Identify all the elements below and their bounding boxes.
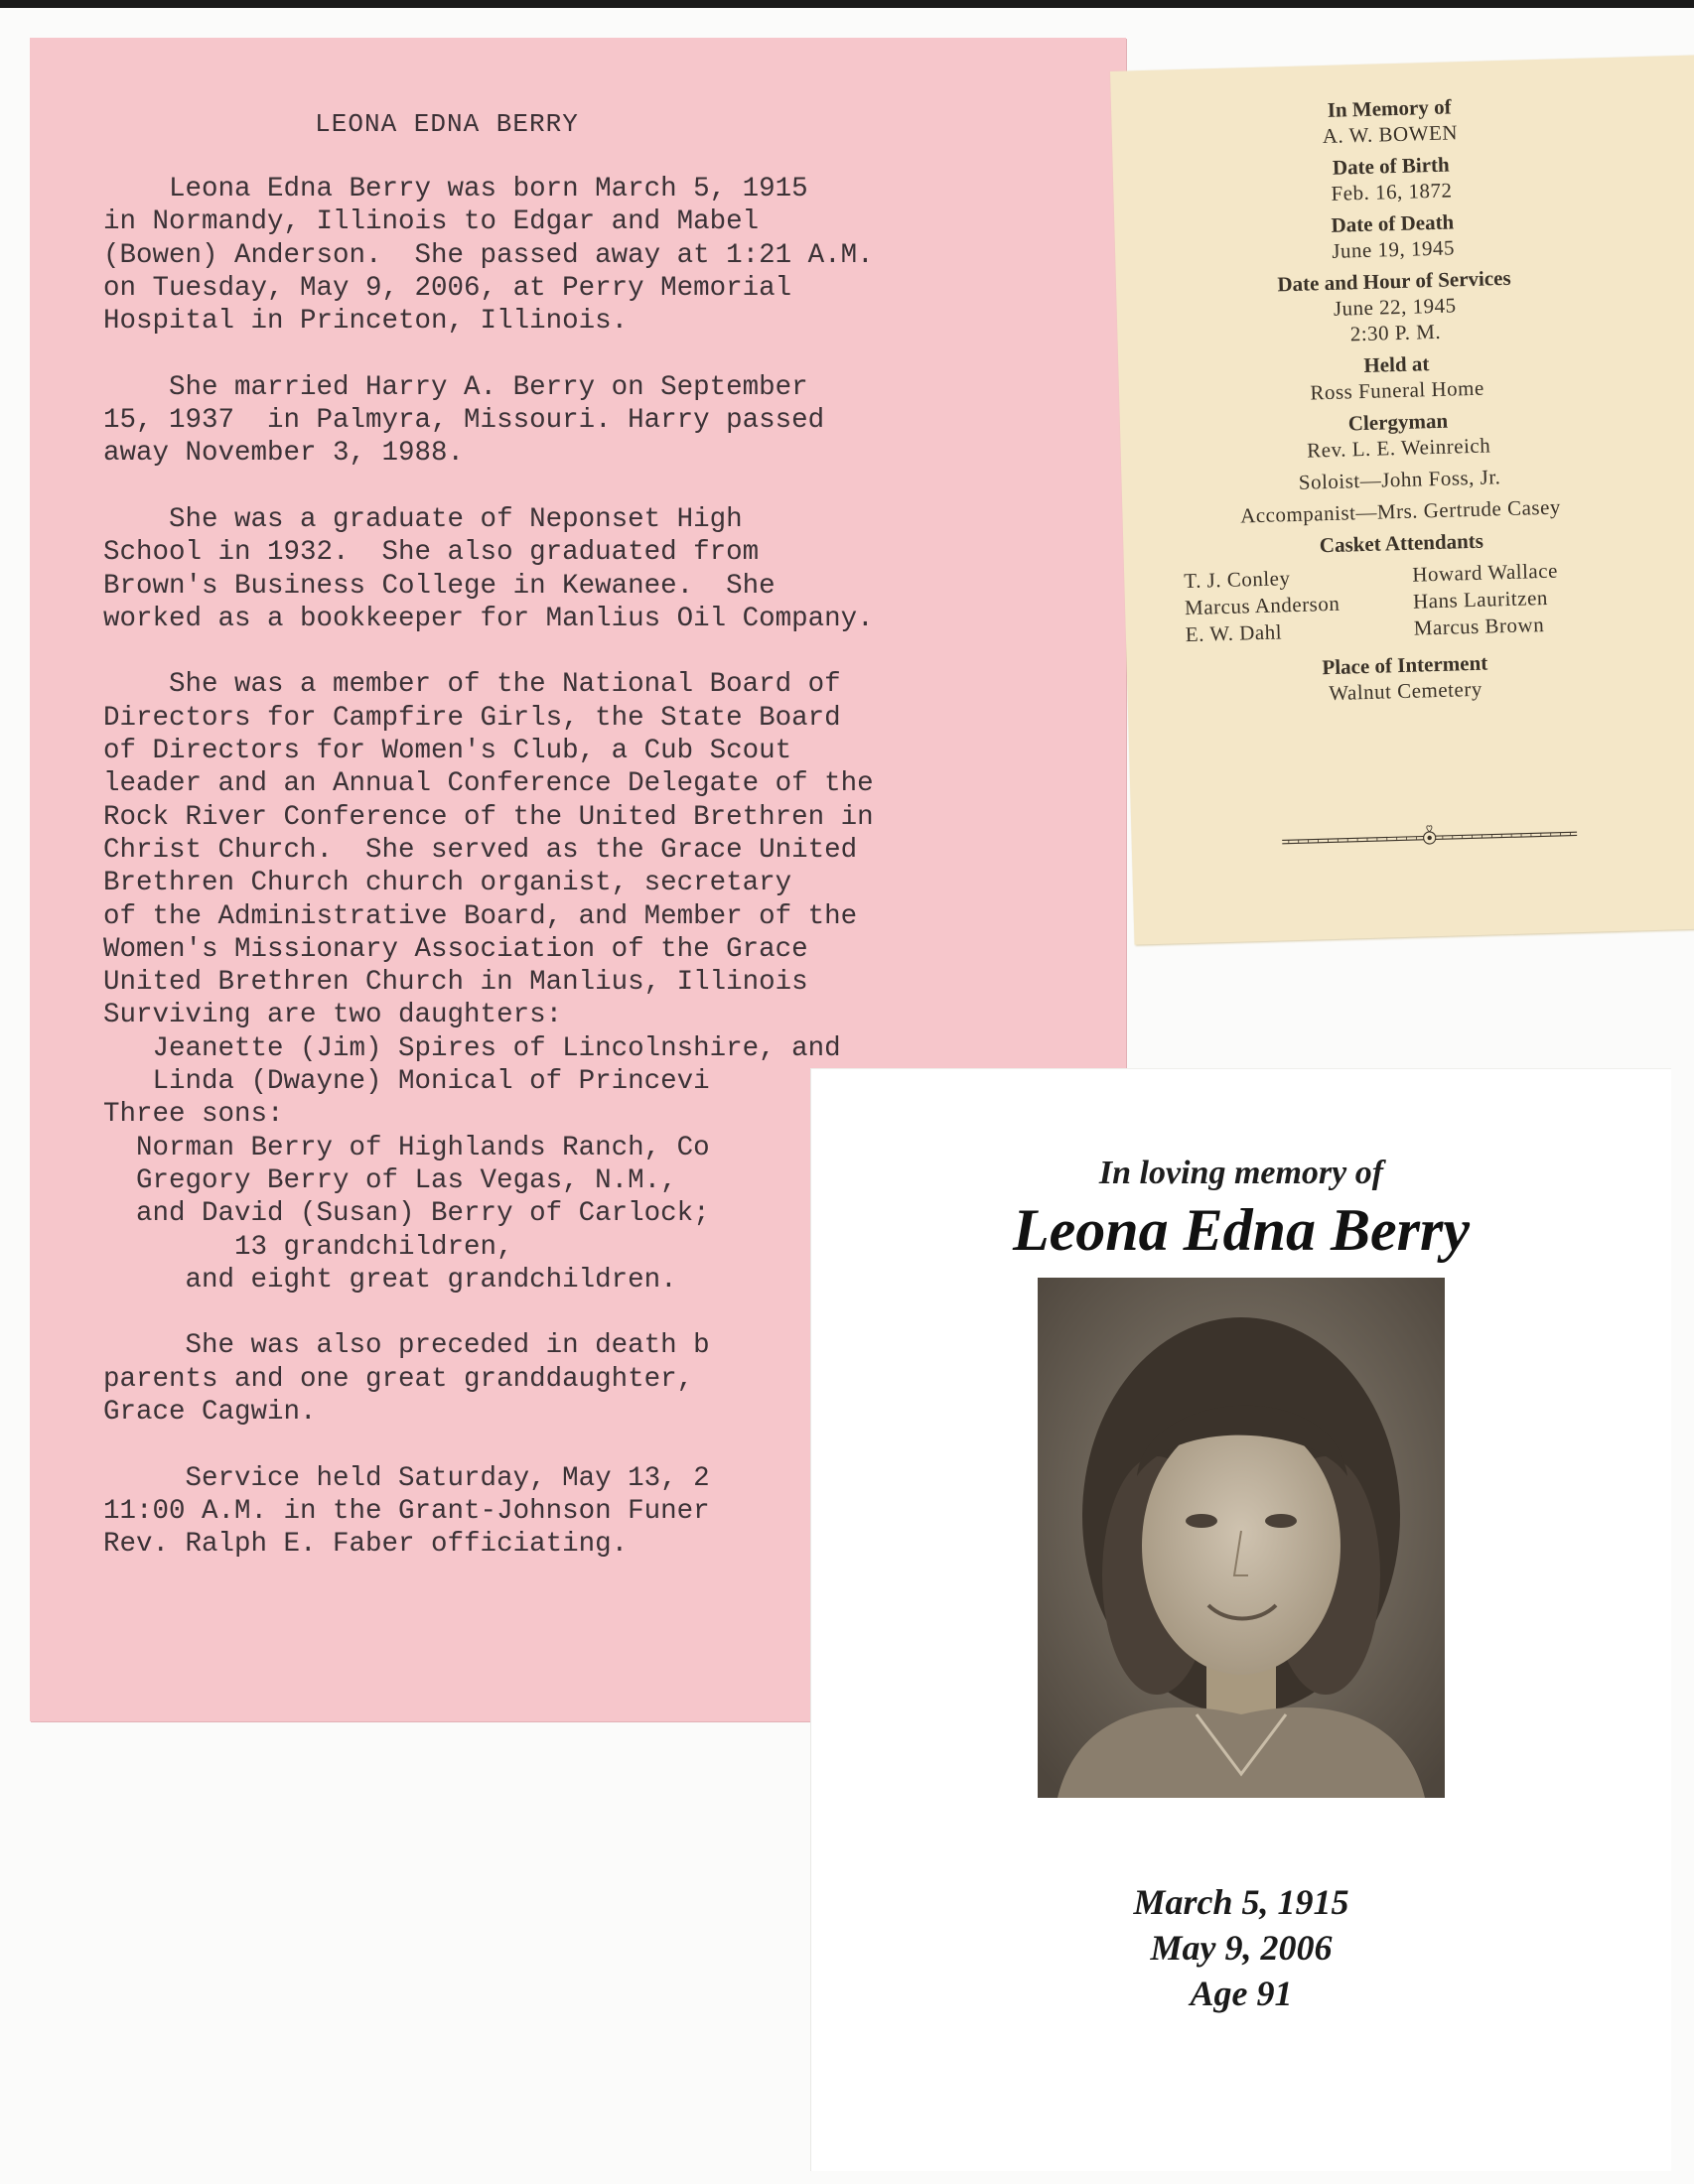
held-place: Ross Funeral Home xyxy=(1310,375,1485,405)
clergyman-label: Clergyman xyxy=(1347,408,1449,436)
obituary-line: She married Harry A. Berry on September xyxy=(103,371,808,403)
memorial-card-bowen xyxy=(1110,56,1694,945)
obituary-line: on Tuesday, May 9, 2006, at Perry Memorial xyxy=(103,272,792,304)
interment-place: Walnut Cemetery xyxy=(1328,676,1483,706)
obituary-line: Grace Cagwin. xyxy=(103,1396,317,1428)
obituary-line: and eight great grandchildren. xyxy=(103,1264,677,1296)
attendants-left-column xyxy=(1184,562,1394,648)
scan-top-edge xyxy=(0,0,1694,8)
obituary-line: Rev. Ralph E. Faber officiating. xyxy=(103,1529,629,1561)
obituary-line: of Directors for Women's Club, a Cub Scout xyxy=(103,736,792,767)
attendants-label: Casket Attendants xyxy=(1319,528,1484,558)
decorative-border-icon xyxy=(1161,818,1694,855)
interment-label: Place of Interment xyxy=(1322,650,1488,680)
loving-memory-card xyxy=(810,1068,1671,2171)
obituary-line: Service held Saturday, May 13, 2 xyxy=(103,1462,710,1494)
birth-date: Feb. 16, 1872 xyxy=(1331,178,1453,205)
obituary-line: (Bowen) Anderson. She passed away at 1:21 A.M. xyxy=(103,239,874,271)
obituary-line: and David (Susan) Berry of Carlock; xyxy=(103,1198,710,1230)
age: Age 91 xyxy=(1190,1974,1293,2013)
portrait-photo xyxy=(1038,1278,1445,1798)
obituary-line: She was a member of the National Board of xyxy=(103,669,841,701)
attendant: E. W. Dahl xyxy=(1185,619,1283,647)
attendant: Marcus Brown xyxy=(1413,613,1545,640)
services-label: Date and Hour of Services xyxy=(1277,265,1511,297)
birth-label: Date of Birth xyxy=(1332,152,1450,180)
obituary-title: LEONA EDNA BERRY xyxy=(315,109,579,139)
attendant: Marcus Anderson xyxy=(1184,591,1341,620)
obituary-line: parents and one great granddaughter, xyxy=(103,1363,694,1395)
obituary-line: 11:00 A.M. in the Grant-Johnson Funer xyxy=(103,1495,710,1527)
obituary-line: 13 grandchildren, xyxy=(103,1231,513,1263)
obituary-line: United Brethren Church in Manlius, Illinois xyxy=(103,967,808,999)
paragraph-gap xyxy=(103,338,1106,370)
deceased-name: A. W. BOWEN xyxy=(1322,120,1459,149)
obituary-line: Gregory Berry of Las Vegas, N.M., xyxy=(103,1164,677,1196)
obituary-line: Jeanette (Jim) Spires of Lincolnshire, and xyxy=(103,1032,841,1064)
clergyman-name: Rev. L. E. Weinreich xyxy=(1306,433,1491,463)
accompanist: Accompanist—Mrs. Gertrude Casey xyxy=(1239,494,1562,528)
obituary-line: away November 3, 1988. xyxy=(103,438,465,470)
obituary-line: Rock River Conference of the United Brethren in xyxy=(103,801,874,833)
card-name: Leona Edna Berry xyxy=(1012,1197,1471,1263)
obituary-line: Linda (Dwayne) Monical of Princevi xyxy=(103,1066,710,1098)
obituary-line: in Normandy, Illinois to Edgar and Mabel xyxy=(103,206,760,238)
attendants-list xyxy=(1184,556,1623,648)
attendants-right-column xyxy=(1412,556,1623,642)
obituary-line: worked as a bookkeeper for Manlius Oil Company. xyxy=(103,603,874,634)
obituary-line: Brethren Church church organist, secretary xyxy=(103,868,792,899)
attendant: T. J. Conley xyxy=(1184,566,1291,594)
death-date: May 9, 2006 xyxy=(1150,1928,1333,1968)
paragraph-gap xyxy=(103,471,1106,503)
death-date: June 19, 1945 xyxy=(1331,235,1456,263)
death-label: Date of Death xyxy=(1331,209,1455,237)
obituary-line: School in 1932. She also graduated from xyxy=(103,537,760,569)
paragraph-gap xyxy=(103,635,1106,668)
loving-memory-heading: In loving memory of xyxy=(1098,1155,1384,1191)
soloist: Soloist—John Foss, Jr. xyxy=(1298,465,1501,494)
obituary-line: She was also preceded in death b xyxy=(103,1330,710,1362)
obituary-line: 15, 1937 in Palmyra, Missouri. Harry passed xyxy=(103,405,825,437)
obituary-line: Women's Missionary Association of the Grace xyxy=(103,933,808,965)
obituary-line: Three sons: xyxy=(103,1099,284,1131)
held-label: Held at xyxy=(1363,351,1430,377)
obituary-line: Surviving are two daughters: xyxy=(103,1000,563,1031)
obituary-line: Directors for Campfire Girls, the State Board xyxy=(103,702,841,734)
in-memory-label: In Memory of xyxy=(1327,94,1452,122)
obituary-line: Norman Berry of Highlands Ranch, Co xyxy=(103,1132,710,1163)
obituary-line: of the Administrative Board, and Member of the xyxy=(103,900,858,932)
obituary-line: She was a graduate of Neponset High xyxy=(103,503,743,535)
obituary-line: Hospital in Princeton, Illinois. xyxy=(103,306,629,338)
attendant: Hans Lauritzen xyxy=(1412,585,1549,614)
birth-date: March 5, 1915 xyxy=(1133,1882,1349,1922)
obituary-line: Leona Edna Berry was born March 5, 1915 xyxy=(103,174,808,205)
services-time: 2:30 P. M. xyxy=(1349,319,1442,346)
card-dates xyxy=(811,1879,1671,2016)
obituary-line: Christ Church. She served as the Grace United xyxy=(103,834,858,866)
obituary-line: leader and an Annual Conference Delegate of the xyxy=(103,768,874,800)
services-date: June 22, 1945 xyxy=(1333,293,1457,321)
obituary-line: Brown's Business College in Kewanee. She xyxy=(103,570,776,602)
attendant: Howard Wallace xyxy=(1411,558,1559,587)
